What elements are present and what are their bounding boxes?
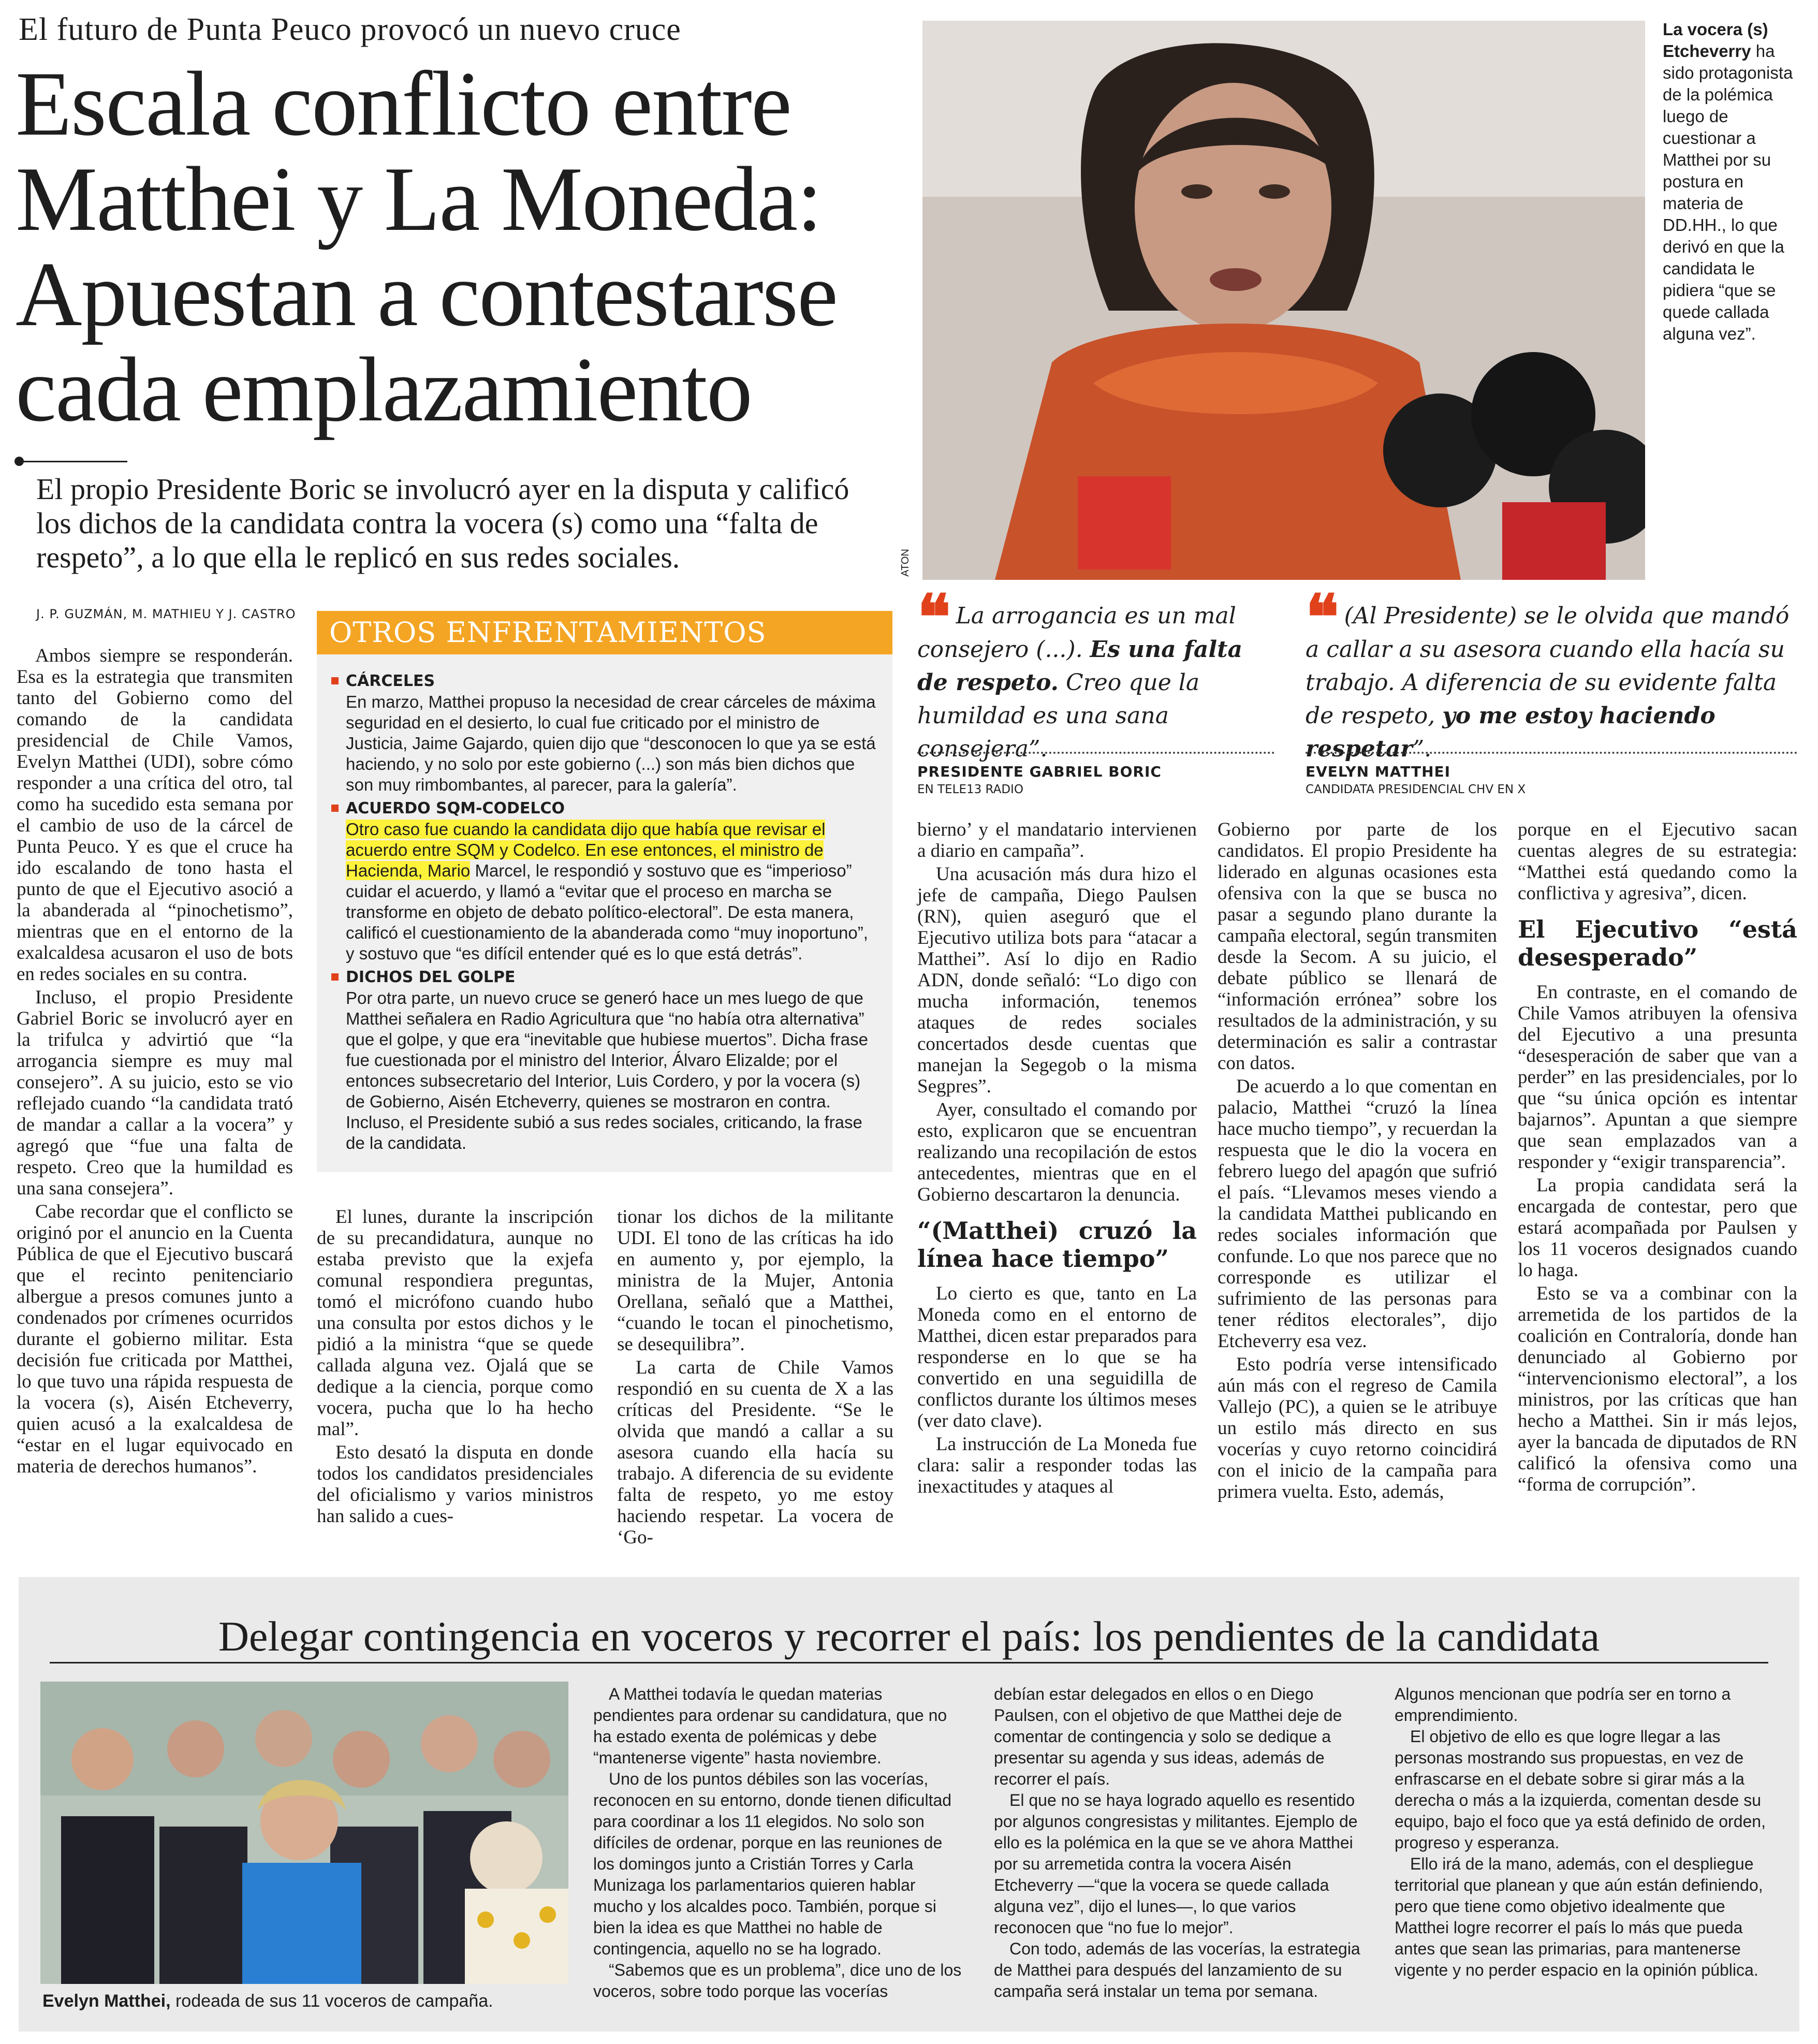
paragraph: La instrucción de La Moneda fue clara: salir a responder todas las inexactitudes y ataques al bbox=[917, 1434, 1197, 1497]
quote-mark-icon: ❝ bbox=[917, 581, 951, 654]
paragraph: El que no se haya logrado aquello es resentido por algunos congresistas y militantes. Ejemplo de ello es la polémica en la que se ve ahora Matthei por su arremetida contra la vocera Aisén Etcheverry —“que la vocera se quede callada alguna vez”, dijo el lunes—, lo que varios reconocen que “no fue lo mejor”. bbox=[994, 1791, 1358, 1937]
paragraph: Cabe recordar que el conflicto se originó por el anuncio en la Cuenta Pública de que el Ejecutivo buscará que el recinto penitenciario albergue a presos comunes junto a condenados por crímenes ocurridos durante el gobierno militar. Esta decisión fue criticada por Matthei, lo que tuvo una rápida respuesta de la vocera (s), Aisén Etcheverry, quien acusó a la exalcaldesa de “estar en el lugar equivocado en materia de derechos humanos”. bbox=[17, 1201, 293, 1477]
paragraph: De acuerdo a lo que comentan en palacio, Matthei “cruzó la línea hace mucho tiempo”, y recuerdan la respuesta que le dio la vocera en febrero luego del apagón que sufrió el país. “Llevamos meses viendo a la candidata Matthei publicando en redes sociales información que confunde. Lo que nos parece que no corresponde es utilizar el sufrimiento de las personas para tener réditos electorales”, dijo Etcheverry esa vez. bbox=[1218, 1076, 1497, 1352]
caption-name: Evelyn Matthei, bbox=[42, 1991, 171, 2011]
sidebox-heading: CÁRCELES bbox=[346, 671, 879, 692]
quote-text: Creo que la humildad es una sana consejera”. bbox=[917, 669, 1200, 762]
bottom-title: Delegar contingencia en voceros y recorrer el país: los pendientes de la candidata bbox=[218, 1613, 1600, 1660]
quote-source: EN TELE13 RADIO bbox=[917, 783, 1023, 796]
paragraph: debían estar delegados en ellos o en Diego Paulsen, con el objetivo de que Matthei deje de comentar de contingencia y solo se dedique a presentar su agenda y sus ideas, además de recorrer el país. bbox=[994, 1685, 1342, 1788]
paragraph: Ayer, consultado el comando por esto, explicaron que se encuentran realizando una recopilación de estos antecedentes, mientras que en el Gobierno descartaron la denuncia. bbox=[917, 1099, 1197, 1205]
paragraph: Uno de los puntos débiles son las vocerías, reconocen en su entorno, donde tienen dificultad para coordinar a los 11 elegidos. No solo son difíciles de ordenar, porque en las reuniones de los domingos junto a Cristián Torres y Carla Munizaga los parlamentarios quieren hablar mucho y los alcaldes poco. También, porque si bien la idea es que Matthei no hable de contingencia, aquello no se ha logrado. bbox=[593, 1770, 952, 1958]
headline-line: cada emplazamiento bbox=[16, 338, 752, 441]
sidebox-heading: ACUERDO SQM-CODELCO bbox=[346, 798, 879, 819]
quote-emphasis: Es una falta de respeto. bbox=[917, 636, 1242, 696]
paragraph: bierno’ y el mandatario intervienen a diario en campaña”. bbox=[917, 819, 1197, 862]
byline: J. P. GUZMÁN, M. MATHIEU Y J. CASTRO bbox=[36, 607, 296, 621]
paragraph: En contraste, en el comando de Chile Vamos atribuyen la ofensiva del Ejecutivo a una presunta “desesperación de saber que van a perder” en las presidenciales, por lo que “su única opción es intentar bajarnos”. Apuntan a que siempre que sean emplazados van a responder y “exigir transparencia”. bbox=[1518, 982, 1797, 1173]
paragraph: El objetivo de ello es que logre llegar a las personas mostrando sus propuestas, en vez de enfrascarse en el debate sobre si girar más a la derecha o más a la izquierda, comentan desde su equipo, bajo el foco que ya está definido de orden, progreso y esperanza. bbox=[1395, 1727, 1766, 1852]
headline bbox=[16, 52, 896, 441]
article-column-1 bbox=[17, 645, 293, 1479]
etcheverry-photo bbox=[922, 21, 1645, 580]
paragraph: Ambos siempre se responderán. Esa es la estrategia que transmiten tanto del Gobierno como del comando de la candidata presidencial de Chile Vamos, Evelyn Matthei (UDI), sobre cómo responder a una crítica del otro, tal como ha sucedido esta semana por el cambio de uso de la cárcel de Punta Peuco. Y es que el cruce ha ido escalando de tono hasta el punto de que el Ejecutivo asoció a la abanderada al “pinochetismo”, mientras que en el entorno de la exalcaldesa acusaron el uso de bots en redes sociales en su contra. bbox=[17, 645, 293, 985]
photo-credit: ATON bbox=[900, 549, 911, 577]
subhead: “(Matthei) cruzó la línea hace tiempo” bbox=[917, 1217, 1197, 1273]
deck-bullet bbox=[14, 457, 24, 466]
pull-quote-boric bbox=[917, 581, 1280, 766]
pull-quote-matthei bbox=[1306, 581, 1797, 766]
bottom-column-3 bbox=[1395, 1684, 1768, 1981]
paragraph: Incluso, el propio Presidente Gabriel Boric se involucró ayer en la trifulca y advirtió que “la arrogancia siempre es muy mal consejero”. A su juicio, esto se vio reflejado cuando “la candidata trató de mandar a callar a la vocera” y agregó que “fue una falta de respeto. Creo que la humildad es una sana consejera”. bbox=[17, 987, 293, 1199]
sidebox-text-rest: Marcel, le respondió y sostuvo que es “imperioso” cuidar el acuerdo, y llamó a “evitar que el proceso en marcha se transforme en objeto de debato político-electoral”. De esta manera, calificó el cuestionamiento de la abanderada como “muy inoportuno”, y sostuvo que “es difícil entender qué es lo que está detrás”. bbox=[346, 861, 868, 963]
paragraph: Ello irá de la mano, además, con el despliegue territorial que planean y que aún están definiendo, pero que tiene como objetivo idealmente que Matthei logre recorrer el país lo más que pueda antes que sean las primarias, para mantenerse vigente y no perder espacio en la opinión pública. bbox=[1395, 1855, 1763, 1979]
paragraph: A Matthei todavía le quedan materias pendientes para ordenar su candidatura, que no ha estado exenta de polémicas y debe “mantenerse vigente” hasta noviembre. bbox=[593, 1685, 947, 1767]
paragraph: “Sabemos que es un problema”, dice uno de los voceros, sobre todo porque las vocerías bbox=[593, 1961, 962, 2001]
paragraph: Algunos mencionan que podría ser en torno a emprendimiento. bbox=[1395, 1685, 1731, 1725]
bottom-column-1 bbox=[593, 1684, 967, 2002]
article-column-3 bbox=[617, 1206, 893, 1550]
paragraph: Lo cierto es que, tanto en La Moneda como en el entorno de Matthei, dicen estar preparados para responderse en lo que se ha convertido en una seguidilla de conflictos durante los últimos meses (ver dato clave). bbox=[917, 1283, 1197, 1432]
bottom-column-2 bbox=[994, 1684, 1368, 2002]
paragraph: La propia candidata será la encargada de contestar, pero que estará acompañada por Paulsen y los 11 voceros designados cuando lo haga. bbox=[1518, 1175, 1797, 1281]
quote-divider bbox=[917, 752, 1274, 754]
caption-name: La vocera (s) Etcheverry bbox=[1663, 20, 1768, 61]
quote-divider bbox=[1306, 752, 1797, 754]
subhead: El Ejecutivo “está desesperado” bbox=[1518, 915, 1797, 971]
photo-illustration bbox=[40, 1682, 568, 1984]
quote-text: La arrogancia es un mal consejero (...). bbox=[917, 603, 1236, 663]
highlighted-text: Otro caso fue cuando la candidata dijo que había que revisar el acuerdo entre SQM y Codelco. En ese entonces, el ministro de Hacienda, Mario bbox=[346, 820, 826, 880]
photo-caption bbox=[1663, 19, 1802, 345]
headline-line: Escala conflicto entre bbox=[16, 52, 791, 155]
paragraph: tionar los dichos de la militante UDI. El tono de las críticas ha ido en aumento y, por ejemplo, la ministra de la Mujer, Antonia Orellana, señaló que a Matthei, “cuando le tocan el pinochetismo, se desequilibra”. bbox=[617, 1206, 893, 1355]
headline-line: Apuestan a contestarse bbox=[16, 243, 838, 345]
sidebox-text: Por otra parte, un nuevo cruce se generó hace un mes luego de que Matthei señalera en Radio Agricultura que “no había otra alternativa” que el golpe, y que era “inevitable que hubiese muertos”. Dicha frase fue cuestionada por el ministro del Interior, Álvaro Elizalde; por el entonces subsecretario del Interior, Luis Cordero, y por la vocera (s) de Gobierno, Aisén Etcheverry, quienes se mostraron en contra. Incluso, el Presidente subió a sus redes sociales, criticando, la frase de la candidata. bbox=[346, 988, 868, 1152]
caption-text: rodeada de sus 11 voceros de campaña. bbox=[170, 1991, 493, 2011]
quote-source: CANDIDATA PRESIDENCIAL CHV EN X bbox=[1306, 783, 1526, 796]
quote-emphasis: yo me estoy haciendo respetar bbox=[1306, 703, 1716, 762]
article-column-5 bbox=[1218, 819, 1497, 1505]
caption-text: ha sido protagonista de la polémica luego de cuestionar a Matthei por su postura en materia de DD.HH., lo que derivó en que la candidata le pidiera “que se quede callada alguna vez”. bbox=[1663, 41, 1793, 343]
sidebox-body bbox=[346, 668, 879, 1154]
quote-attribution: PRESIDENTE GABRIEL BORIC bbox=[917, 763, 1162, 780]
article-column-2 bbox=[317, 1206, 593, 1529]
deck-rule bbox=[19, 461, 127, 462]
paragraph: porque en el Ejecutivo sacan cuentas alegres de su estrategia: “Matthei está quedando como la conflictiva y agresiva”, dicen. bbox=[1518, 819, 1797, 904]
paragraph: Esto podría verse intensificado aún más con el regreso de Camila Vallejo (PC), a quien se le atribuye un estilo más directo en sus vocerías y cuyo retorno coincidirá con el inicio de la campaña para primera vuelta. Esto, además, bbox=[1218, 1354, 1497, 1502]
quote-attribution: EVELYN MATTHEI bbox=[1306, 763, 1451, 780]
paragraph: La carta de Chile Vamos respondió en su cuenta de X a las críticas del Presidente. “Se le olvida que mandó a callar a su asesora cuando ella hacía su trabajo. A diferencia de su evidente falta de respeto, yo me estoy haciendo respetar. La vocera de ‘Go- bbox=[617, 1357, 893, 1548]
quote-text: ”. bbox=[1412, 736, 1432, 762]
bottom-title-rule bbox=[50, 1662, 1768, 1663]
paragraph: Esto se va a combinar con la arremetida de los partidos de la coalición en Contraloría, donde han denunciado al Gobierno por “intervencionismo electoral”, a los ministros, por las críticas que han hecho a Matthei. Sin ir más lejos, ayer la bancada de diputados de RN calificó la ofensiva como una “forma de corrupción”. bbox=[1518, 1283, 1797, 1495]
matthei-photo bbox=[40, 1682, 568, 1984]
sidebox-title: OTROS ENFRENTAMIENTOS bbox=[317, 611, 892, 654]
paragraph: Una acusación más dura hizo el jefe de campaña, Diego Paulsen (RN), quien aseguró que el Ejecutivo utiliza bots para “atacar a Matthei”. Así lo dijo en Radio ADN, donde señaló: “Lo digo con mucha información, tenemos ataques de redes sociales concertados desde cuentas que manejan la Segegob o la misma Segpres”. bbox=[917, 864, 1197, 1097]
deck: El propio Presidente Boric se involucró ayer en la disputa y calificó los dichos de la candidata contra la vocera (s) como una “falta de respeto”, a lo que ella le replicó en sus redes sociales. bbox=[36, 472, 849, 574]
paragraph: Esto desató la disputa en donde todos los candidatos presidenciales del oficialismo y varios ministros han salido a cues- bbox=[317, 1442, 593, 1527]
headline-line: Matthei y La Moneda: bbox=[16, 148, 822, 250]
paragraph: Gobierno por parte de los candidatos. El propio Presidente ha liderado en algunas ocasiones esta ofensiva con la que se busca no pasar a segundo plano durante la campaña electoral, según transmiten desde la Secom. A su juicio, el debate público se llenará de “información errónea” sobre los resultados de la administración, y su determinación es salir a contrastar con datos. bbox=[1218, 819, 1497, 1074]
quote-mark-icon: ❝ bbox=[1306, 581, 1339, 654]
kicker: El futuro de Punta Peuco provocó un nuevo cruce bbox=[19, 12, 681, 47]
sidebox-text: En marzo, Matthei propuso la necesidad de crear cárceles de máxima seguridad en el desierto, lo cual fue criticado por el ministro de Justicia, Jaime Gajardo, quien dijo que “desconocen lo que ya se está haciendo, y no solo por este gobierno (...) son más bien dichos que son muy rimbombantes, al parecer, para la galería”. bbox=[346, 692, 876, 794]
paragraph: El lunes, durante la inscripción de su precandidatura, aunque no estaba previsto que la exjefa comunal respondiera preguntas, tomó el micrófono cuando hubo una consulta por estos dichos y le pidió a la ministra “que se quede callada alguna vez. Ojalá que se dedique a la ciencia, porque como vocera, pucha que lo ha hecho mal”. bbox=[317, 1206, 593, 1440]
bottom-photo-caption bbox=[42, 1991, 493, 2011]
sidebox-heading: DICHOS DEL GOLPE bbox=[346, 967, 879, 988]
paragraph: Con todo, además de las vocerías, la estrategia de Matthei para después del lanzamiento de su campaña será instalar un tema por semana. bbox=[994, 1939, 1360, 2001]
sidebox-text bbox=[346, 819, 879, 964]
quote-text: (Al Presidente) se le olvida que mandó a callar a su asesora cuando ella hacía su trabajo. A diferencia de su evidente falta de respeto, bbox=[1306, 603, 1790, 729]
article-column-4 bbox=[917, 819, 1197, 1499]
article-column-6 bbox=[1518, 819, 1797, 1497]
photo-illustration bbox=[922, 21, 1645, 580]
